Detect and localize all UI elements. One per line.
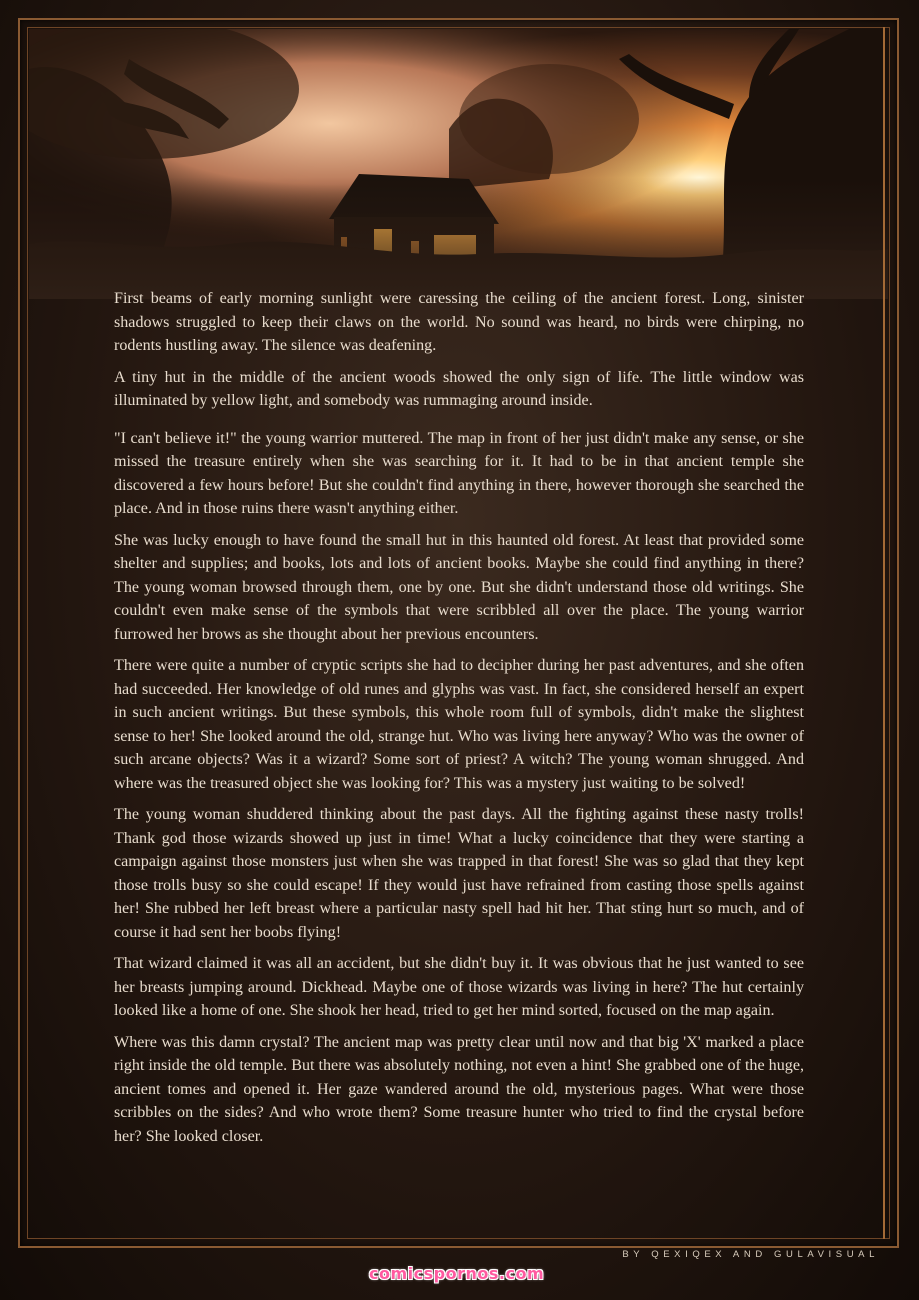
story-paragraph-3: "I can't believe it!" the young warrior muttered. The map in front of her just didn't make any sense, or she missed the treasure entirely when she was searching for it. It had to be in that ancient temple she discovered a few hours before! But she couldn't find anything in there, however thorough she searched the place. And in those ruins there wasn't anything either.	[114, 429, 804, 517]
story-paragraph-4: She was lucky enough to have found the small hut in this haunted old forest. At least that provided some shelter and supplies; and books, lots and lots of ancient books. Maybe she could find anything in there? The young woman browsed through them, one by one. But she didn't understand those old writings. She couldn't even make sense of the symbols that were scribbled all over the place. The young warrior furrowed her brows as she thought about her previous encounters.	[114, 531, 804, 643]
story-paragraph-8: Where was this damn crystal? The ancient map was pretty clear until now and that big 'X' marked a place right inside the old temple. But there was absolutely nothing, not even a hint! She grabbed one of the huge, ancient tomes and opened it. Her gaze wandered around the old, mysterious pages. What were those scribbles on the sides? And who wrote them? Some treasure hunter who tried to find the crystal before her? She looked closer.	[114, 1033, 804, 1145]
story-paragraph-6: The young woman shuddered thinking about the past days. All the fighting against these nasty trolls! Thank god those wizards showed up just in time! What a lucky coincidence that they were starting a campaign against those monsters just when she was trapped in that forest! She was so glad that they kept those trolls busy so she could escape! If they would just have refrained from casting those spells against her! She rubbed her left breast where a particular nasty spell had hit her. That sting hurt so much, and of course it had sent her boobs flying!	[114, 806, 804, 941]
story-paragraph-2: A tiny hut in the middle of the ancient woods showed the only sign of life. The little window was illuminated by yellow light, and somebody was rummaging around inside.	[114, 368, 804, 409]
site-watermark[interactable]: comicspornos.com	[369, 1264, 545, 1283]
author-credit: BY QEXIQEX AND GULAVISUAL	[622, 1249, 879, 1260]
page-border-accent	[883, 27, 885, 1239]
story-paragraph-1: First beams of early morning sunlight were caressing the ceiling of the ancient forest. Long, sinister shadows struggled to keep their claws on the world. No sound was heard, no birds were chirping, no rodents hustling away. The silence was deafening.	[114, 290, 804, 354]
story-paragraph-5: There were quite a number of cryptic scripts she had to decipher during her past adventures, and she often had succeeded. Her knowledge of old runes and glyphs was vast. In fact, she considered herself an expert in such ancient writings. But these symbols, this whole room full of symbols, didn't make the slightest sense to her! She looked around the old, strange hut. Who was living here anyway? Who was the owner of such arcane objects? Was it a wizard? Some sort of priest? A witch? The young woman shrugged. And where was the treasured object she was looking for? This was a mystery just waiting to be solved!	[114, 657, 804, 792]
story-text	[114, 287, 804, 1156]
story-paragraph-7: That wizard claimed it was all an accident, but she didn't buy it. It was obvious that he just wanted to see her breasts jumping around. Dickhead. Maybe one of those wizards was living in here? The hut certainly looked like a home of one. She shook her head, tried to get her mind sorted, focused on the map again.	[114, 955, 804, 1019]
